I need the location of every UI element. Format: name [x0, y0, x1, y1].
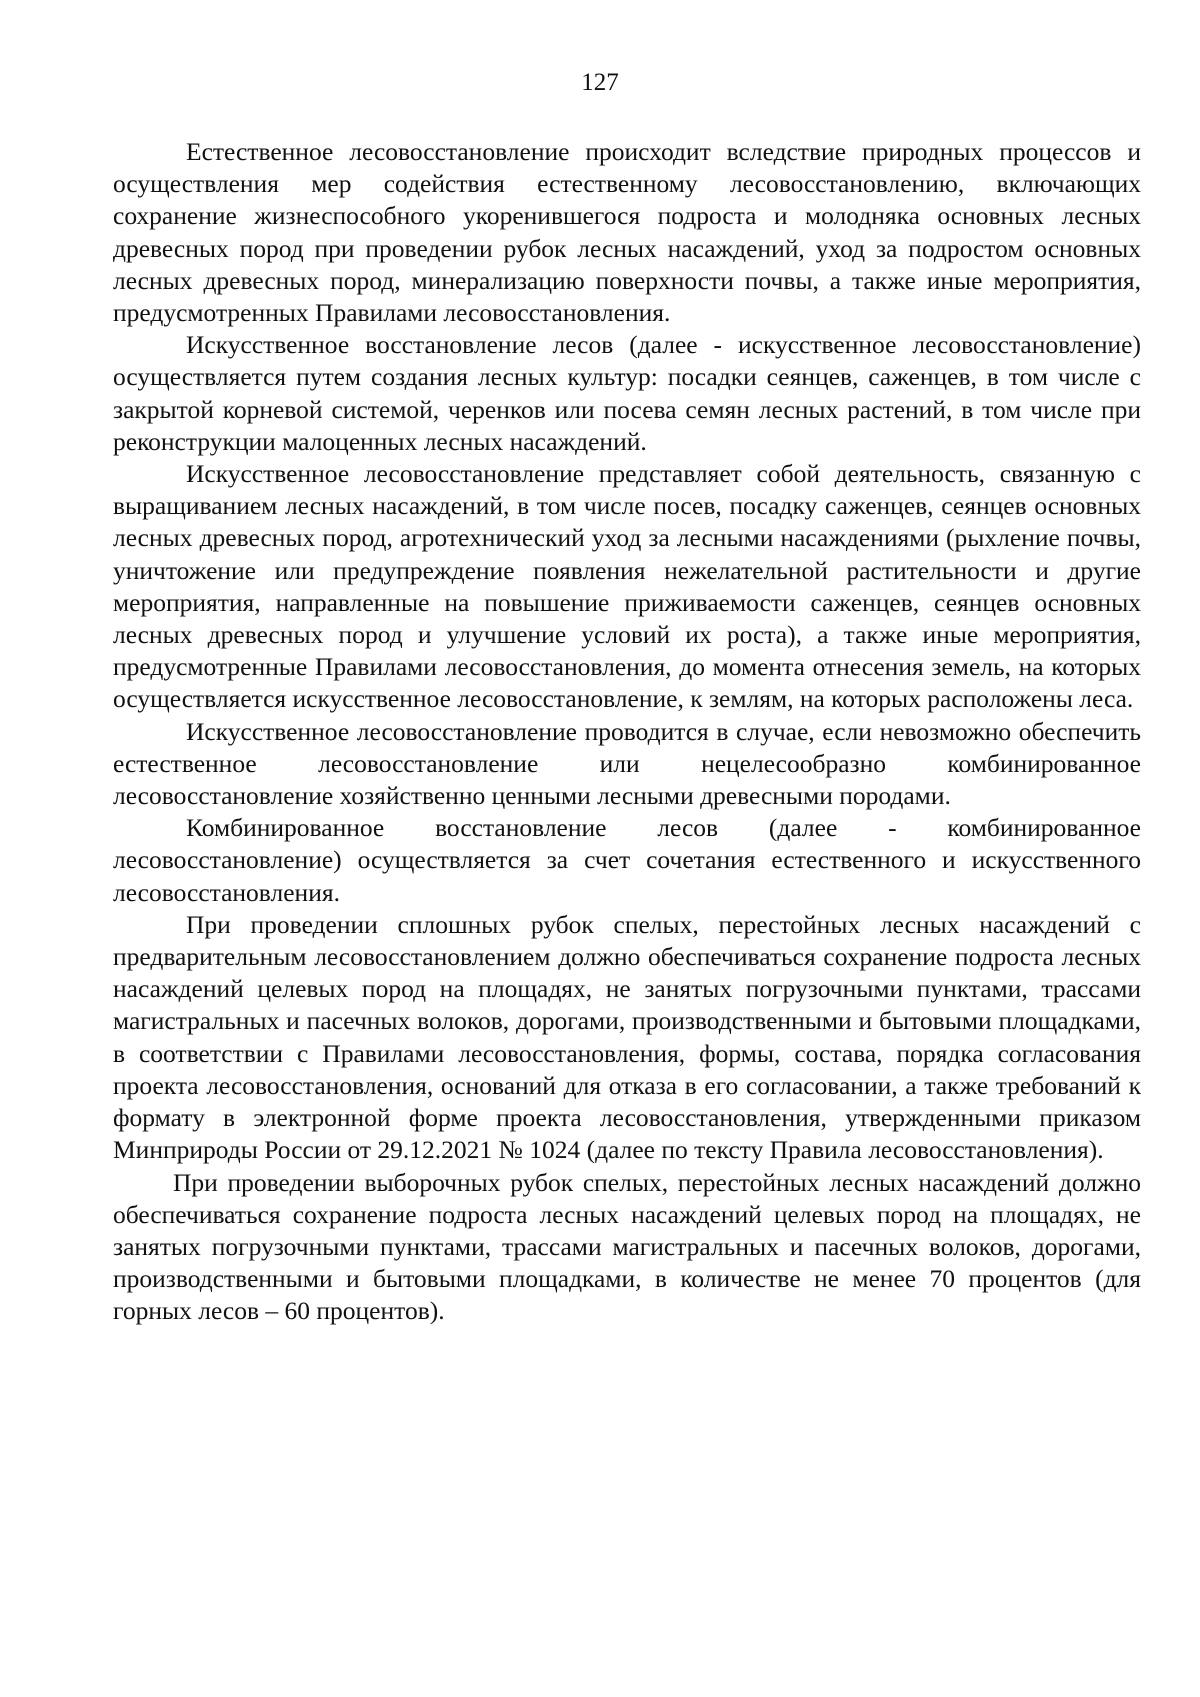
- paragraph-artificial-reforestation-conditions: Искусственное лесовосстановление проводится в случае, если невозможно обеспечить естественное лесовосстановление или нецелесообразно комбинированное лесовосстановление хозяйственно ценными лесными древесными породами.: [113, 716, 1141, 811]
- paragraph-combined-restoration: Комбинированное восстановление лесов (далее - комбинированное лесовосстановление) осуществляется за счет сочетания естественного и искусственного лесовосстановления.: [113, 813, 1141, 907]
- page-number: 127: [581, 69, 619, 96]
- document-body: [113, 136, 1141, 1328]
- paragraph-selective-cutting: При проведении выборочных рубок спелых, перестойных лесных насаждений должно обеспечиваться сохранение подроста лесных насаждений целевых пород на площадях, не занятых погрузочными пунктами, трассами магистральных и пасечных волоков, дорогами, производственными и бытовыми площадками, в количестве не менее 70 процентов (для горных лесов – 60 процентов).: [113, 1167, 1141, 1326]
- paragraph-clear-cutting: При проведении сплошных рубок спелых, перестойных лесных насаждений с предварительным лесовосстановлением должно обеспечиваться сохранение подроста лесных насаждений целевых пород на площадях, не занятых погрузочными пунктами, трассами магистральных и пасечных волоков, дорогами, производственными и бытовыми площадками, в соответствии с Правилами лесовосстановления, формы, состава, порядка согласования проекта лесовосстановления, оснований для отказа в его согласовании, а также требований к формату в электронной форме проекта лесовосстановления, утвержденными приказом Минприроды России от 29.12.2021 № 1024 (далее по тексту Правила лесовосстановления).: [113, 909, 1141, 1165]
- paragraph-natural-reforestation: Естественное лесовосстановление происходит вследствие природных процессов и осуществления мер содействия естественному лесовосстановлению, включающих сохранение жизнеспособного укоренившегося подроста и молодняка основных лесных древесных пород при проведении рубок лесных насаждений, уход за подростом основных лесных древесных пород, минерализацию поверхности почвы, а также иные мероприятия, предусмотренных Правилами лесовосстановления.: [113, 137, 1141, 328]
- paragraph-artificial-reforestation-definition: Искусственное лесовосстановление представляет собой деятельность, связанную с выращиванием лесных насаждений, в том числе посев, посадку саженцев, сеянцев основных лесных древесных пород, агротехнический уход за лесными насаждениями (рыхление почвы, уничтожение или предупреждение появления нежелательной растительности и другие мероприятия, направленные на повышение приживаемости саженцев, сеянцев основных лесных древесных пород и улучшение условий их роста), а также иные мероприятия, предусмотренные Правилами лесовосстановления, до момента отнесения земель, на которых осуществляется искусственное лесовосстановление, к землям, на которых расположены леса.: [113, 459, 1141, 714]
- paragraph-artificial-restoration: Искусственное восстановление лесов (далее - искусственное лесовосстановление) осуществляется путем создания лесных культур: посадки сеянцев, саженцев, в том числе с закрытой корневой системой, черенков или посева семян лесных растений, в том числе при реконструкции малоценных лесных насаждений.: [113, 330, 1141, 456]
